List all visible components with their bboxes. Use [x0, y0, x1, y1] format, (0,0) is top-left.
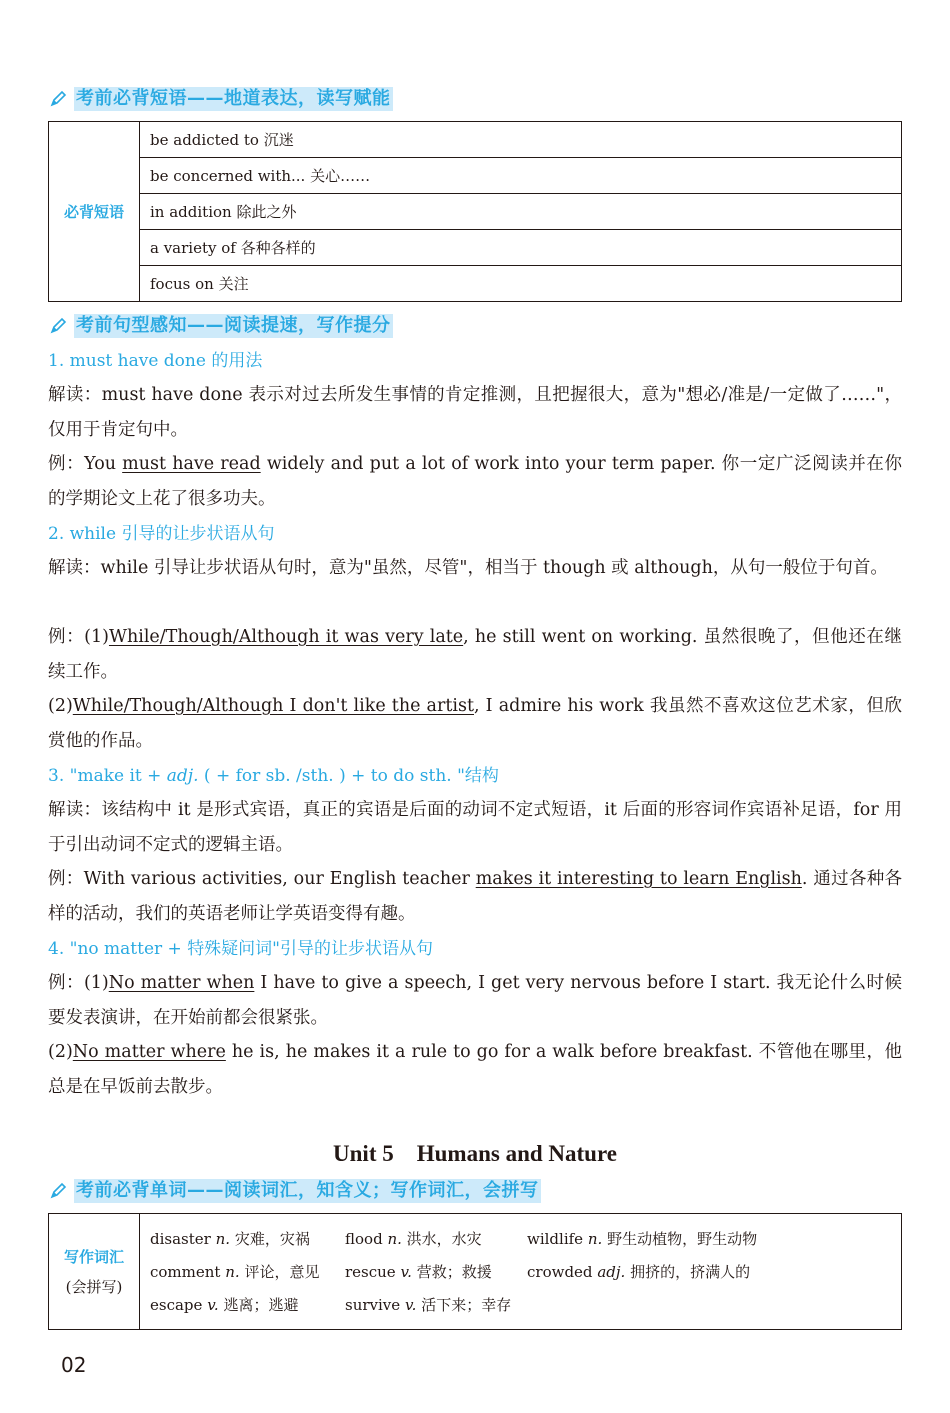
vocab-table — [48, 1213, 902, 1330]
vocab-entry: survive v. 活下来；幸存 — [345, 1296, 512, 1314]
section-title-words: 考前必背单词——阅读词汇，知含义；写作词汇，会拼写 — [76, 1180, 539, 1201]
phrases-table — [48, 121, 902, 302]
underlined-phrase: must have read — [122, 454, 261, 474]
pattern-1-title: 1. must have done 的用法 — [48, 351, 263, 371]
pattern-4-title: 4. "no matter + 特殊疑问词"引导的让步状语从句 — [48, 939, 434, 959]
underlined-phrase: While/Though/Although I don't like the artist — [72, 696, 474, 716]
vocab-entry: disaster n. 灾难，灾祸 — [150, 1230, 310, 1248]
phrase-item: in addition 除此之外 — [140, 194, 902, 230]
section-heading-phrases — [48, 86, 393, 112]
pattern-1-explanation: 解读：must have done 表示对过去所发生事情的肯定推测，且把握很大，意为"想必/准是/一定做了……"，仅用于肯定句中。 — [48, 385, 902, 440]
pattern-3-title: 3. "make it + adj. ( + for sb. /sth. ) + to do sth. "结构 — [48, 766, 499, 786]
vocab-entry: wildlife n. 野生动植物，野生动物 — [527, 1230, 758, 1248]
underlined-phrase: makes it interesting to learn English — [475, 869, 802, 889]
vocab-entry: crowded adj. 拥挤的，挤满人的 — [527, 1263, 751, 1281]
section-heading-words — [48, 1178, 541, 1204]
pencil-icon — [48, 316, 68, 336]
vocab-entry: rescue v. 营救；救援 — [345, 1263, 492, 1281]
vocab-entry: escape v. 逃离；逃避 — [150, 1296, 299, 1314]
pencil-icon — [48, 1181, 68, 1201]
phrases-side-label: 必背短语 — [49, 122, 140, 302]
vocab-entry: comment n. 评论，意见 — [150, 1263, 320, 1281]
pattern-2-explanation: 解读：while 引导让步状语从句时，意为"虽然，尽管"，相当于 though 或 although，从句一般位于句首。 — [48, 558, 888, 578]
phrase-item: be addicted to 沉迷 — [140, 122, 902, 158]
vocab-row — [150, 1255, 901, 1288]
page-number: 02 — [61, 1353, 87, 1377]
pattern-2-title: 2. while 引导的让步状语从句 — [48, 524, 275, 544]
phrase-item: be concerned with... 关心…… — [140, 158, 902, 194]
pattern-1-example: 例：You must have read widely and put a lot of work into your term paper. 你一定广泛阅读并在你的学期论文上花了很多功夫。 — [48, 454, 902, 509]
pattern-2-example-1: 例：(1)While/Though/Although it was very late, he still went on working. 虽然很晚了，但他还在继续工作。 — [48, 627, 902, 682]
pattern-4-example-1: 例：(1)No matter when I have to give a speech, I get very nervous before I start. 我无论什么时候要发表演讲，在开始前都会很紧张。 — [48, 973, 902, 1028]
pattern-2-example-2: (2)While/Though/Although I don't like the artist, I admire his work 我虽然不喜欢这位艺术家，但欣赏他的作品。 — [48, 696, 902, 751]
vocab-words — [140, 1214, 902, 1330]
vocab-side-label-main: 写作词汇 — [63, 1247, 124, 1266]
underlined-phrase: No matter where — [72, 1042, 226, 1062]
phrase-item: focus on 关注 — [140, 266, 902, 302]
section-title-sentences: 考前句型感知——阅读提速，写作提分 — [76, 315, 391, 336]
vocab-row — [150, 1288, 901, 1321]
underlined-phrase: While/Though/Although it was very late — [108, 627, 464, 647]
pattern-3-explanation: 解读：该结构中 it 是形式宾语，真正的宾语是后面的动词不定式短语，it 后面的形容词作宾语补足语，for 用于引出动词不定式的逻辑主语。 — [48, 800, 902, 855]
pattern-4-example-2: (2)No matter where he is, he makes it a rule to go for a walk before breakfast. 不管他在哪里，他总是在早饭前去散步。 — [48, 1042, 902, 1097]
vocab-side-label — [49, 1214, 140, 1330]
pencil-icon — [48, 89, 68, 109]
vocab-row — [150, 1222, 901, 1255]
phrase-item: a variety of 各种各样的 — [140, 230, 902, 266]
pattern-3-example: 例：With various activities, our English teacher makes it interesting to learn English. 通过各种各样的活动，我们的英语老师让学英语变得有趣。 — [48, 869, 902, 924]
vocab-entry: flood n. 洪水，水灾 — [345, 1230, 482, 1248]
section-title-phrases: 考前必背短语——地道表达，读写赋能 — [76, 88, 391, 109]
unit-title: Unit 5 Humans and Nature — [333, 1141, 617, 1166]
underlined-phrase: No matter when — [108, 973, 255, 993]
section-heading-sentences — [48, 313, 393, 339]
vocab-side-label-note: (会拼写) — [65, 1277, 123, 1296]
